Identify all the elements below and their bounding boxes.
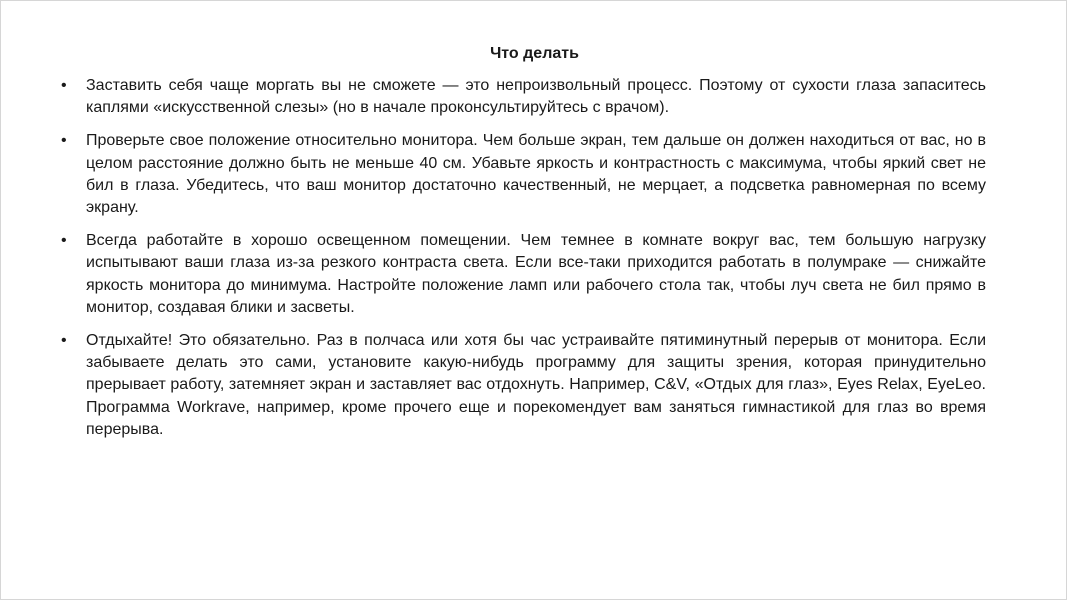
bullet-text: Проверьте свое положение относительно монитора. Чем больше экран, тем дальше он должен находиться от вас, но в целом расстояние должно быть не меньше 40 см. Убавьте яркость и контрастность с максимума, чтобы яркий свет не бил в глаза. Убедитесь, что ваш монитор достаточно качественный, не мерцает, а подсветка равномерная по всему экрану. (86, 132, 986, 217)
bullet-text: Заставить себя чаще моргать вы не сможете — это непроизвольный процесс. Поэтому от сухости глаза запаситесь каплями «искусственной слезы» (но в начале проконсультируйтесь с врачом). (86, 77, 986, 117)
bullet-marker: • (61, 77, 67, 94)
bullet-marker: • (61, 132, 67, 150)
bullet-text: Отдыхайте! Это обязательно. Раз в полчаса или хотя бы час устраивайте пятиминутный перерыв от монитора. Если забываете делать это сами, установите какую-нибудь программу для защиты зрения, которая принудительно прерывает работу, затемняет экран и заставляет вас отдохнуть. Например, C&V, «Отдых для глаз», Eyes Relax, EyeLeo. Программа Workrave, например, кроме прочего еще и порекомендует вам заняться гимнастикой для глаз во время перерыва. (86, 332, 986, 438)
bullet-marker: • (61, 332, 67, 350)
bullet-item-4 (61, 330, 986, 441)
bullet-marker: • (61, 232, 67, 250)
bullet-text: Всегда работайте в хорошо освещенном помещении. Чем темнее в комнате вокруг вас, тем большую нагрузку испытывают ваши глаза из-за резкого контраста света. Если все-таки приходится работать в полумраке — снижайте яркость монитора до минимума. Настройте положение ламп или рабочего стола так, чтобы луч света не бил прямо в монитор, создавая блики и засветы. (86, 232, 986, 316)
bullet-list (61, 75, 986, 452)
bullet-item-3 (61, 230, 986, 319)
bullet-item-1 (61, 75, 986, 119)
slide-title: Что делать (490, 45, 579, 62)
bullet-item-2 (61, 130, 986, 219)
